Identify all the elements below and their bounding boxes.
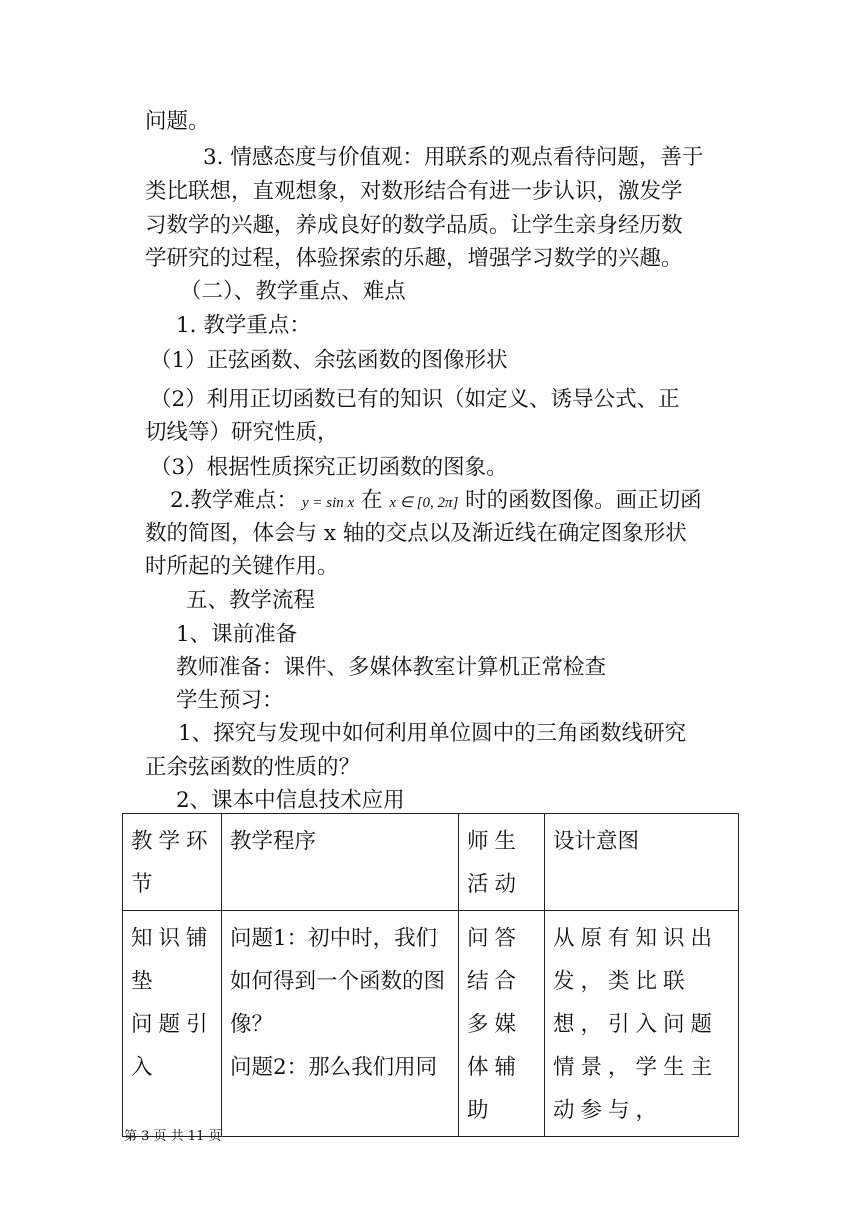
difficulty-line <box>170 486 702 518</box>
section-heading: （二）、教学重点、难点 <box>180 279 406 304</box>
paragraph-line: 教师准备：课件、多媒体教室计算机正常检查 <box>176 655 607 680</box>
table-cell: 问答结合 多媒体辅助 <box>459 911 545 1137</box>
table-cell: 知识铺垫 问题引入 <box>123 911 222 1137</box>
difficulty-label: 2.教学难点： <box>170 488 299 513</box>
subheading: 1、课前准备 <box>176 622 298 647</box>
header-cell: 师生活动 <box>459 814 545 911</box>
paragraph-line: 数的简图，体会与 x 轴的交点以及渐近线在确定图象形状 <box>145 521 687 546</box>
paragraph-line: 习数学的兴趣，养成良好的数学品质。让学生亲身经历数 <box>145 213 683 238</box>
subheading: 1. 教学重点： <box>176 313 311 338</box>
paragraph-line: 2、课本中信息技术应用 <box>176 788 405 813</box>
paragraph-line: 正余弦函数的性质的？ <box>145 755 361 780</box>
table-cell: 从原有知识出发，类比联想，引入问题情景，学生主动参与， <box>545 911 739 1137</box>
text: 在 <box>354 488 390 513</box>
header-cell: 教学环节 <box>123 814 222 911</box>
table-row <box>123 911 739 1137</box>
list-item: （2）利用正切函数已有的知识（如定义、诱导公式、正 <box>150 387 680 412</box>
paragraph-line: 1、探究与发现中如何利用单位圆中的三角函数线研究 <box>178 721 687 746</box>
paragraph-line: 时所起的关键作用。 <box>145 554 339 579</box>
teaching-flow-table <box>122 813 739 1137</box>
paragraph-line: 3. 情感态度与价值观：用联系的观点看待问题，善于 <box>203 145 704 170</box>
list-item-continued: 切线等）研究性质， <box>145 420 339 445</box>
page-footer: 第 3 页 共 11 页 <box>124 1129 222 1144</box>
formula-domain: x ∈ [0, 2π] <box>389 495 459 511</box>
formula-sin: y = sin x <box>302 495 355 511</box>
paragraph-line: 问题。 <box>145 109 210 134</box>
section-heading: 五、教学流程 <box>186 588 316 613</box>
table-cell: 问题1：初中时，我们如何得到一个函数的图像？ 问题2：那么我们用同 <box>222 911 459 1137</box>
header-cell: 教学程序 <box>222 814 459 911</box>
table-header-row <box>123 814 739 911</box>
paragraph-line: 学生预习： <box>176 688 284 713</box>
paragraph-line: 类比联想，直观想象，对数形结合有进一步认识，激发学 <box>145 179 683 204</box>
paragraph-line: 学研究的过程，体验探索的乐趣，增强学习数学的兴趣。 <box>145 246 683 271</box>
header-cell: 设计意图 <box>545 814 739 911</box>
list-item: （1）正弦函数、余弦函数的图像形状 <box>150 348 508 373</box>
list-item: （3）根据性质探究正切函数的图象。 <box>150 455 508 480</box>
text: 时的函数图像。画正切函 <box>458 488 702 513</box>
